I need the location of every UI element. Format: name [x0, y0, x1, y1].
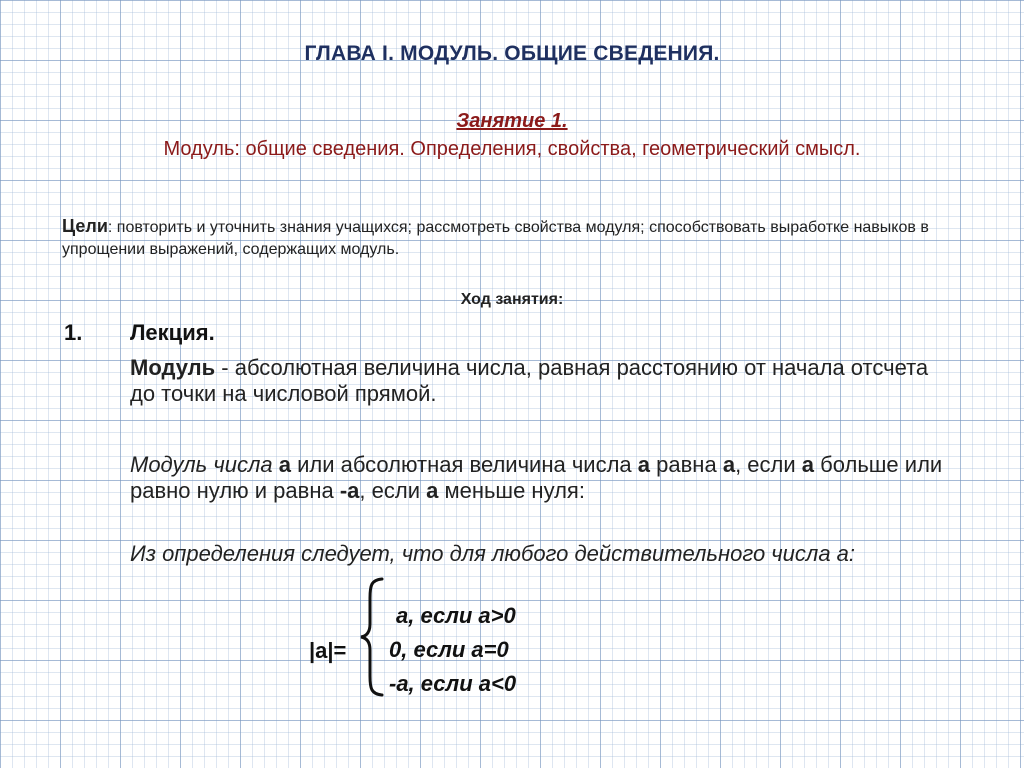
section-number: 1.	[64, 320, 83, 345]
course-title: Ход занятия:	[460, 291, 564, 308]
module-of-number-lead: Модуль числа	[130, 452, 279, 477]
text-fragment: меньше нуля:	[438, 478, 585, 503]
var-a: а	[801, 452, 815, 477]
definition-term: Модуль	[130, 355, 216, 380]
text-fragment: равна	[650, 452, 723, 477]
goals-paragraph	[62, 215, 962, 261]
var-minus-a: -а	[339, 478, 360, 503]
formula-case-positive: а, если а>0	[396, 603, 516, 628]
lesson-subtitle: Модуль: общие сведения. Определения, свойства, геометрический смысл.	[163, 138, 861, 160]
chapter-title: ГЛАВА I. МОДУЛЬ. ОБЩИЕ СВЕДЕНИЯ.	[304, 42, 720, 65]
var-a: а	[278, 452, 291, 477]
var-a: а	[637, 452, 651, 477]
curly-brace-icon	[358, 576, 388, 698]
consequence-paragraph: Из определения следует, что для любого действительного числа а:	[130, 541, 856, 566]
text-fragment: , если	[735, 452, 802, 477]
formula-case-negative: -а, если а<0	[389, 671, 517, 696]
module-of-number-paragraph	[130, 452, 950, 504]
var-a: а	[722, 452, 736, 477]
lesson-title: Занятие 1.	[456, 110, 568, 132]
definition-paragraph	[130, 355, 950, 407]
formula-lhs: |а|=	[309, 638, 347, 663]
definition-text: - абсолютная величина числа, равная расстоянию от начала отсчета до точки на числовой прямой.	[130, 355, 929, 406]
formula-case-zero: 0, если а=0	[389, 637, 509, 662]
goals-label: Цели	[62, 216, 108, 236]
text-fragment: больше или равно нулю и равна	[130, 452, 943, 503]
section-title: Лекция.	[130, 320, 215, 345]
goals-text: : повторить и уточнить знания учащихся; рассмотреть свойства модуля; способствовать выработке навыков в упрощении выражений, содержащих модуль.	[62, 219, 929, 258]
var-a: а	[426, 478, 439, 503]
text-fragment: или абсолютная величина числа	[290, 452, 638, 477]
text-fragment: , если	[359, 478, 427, 503]
